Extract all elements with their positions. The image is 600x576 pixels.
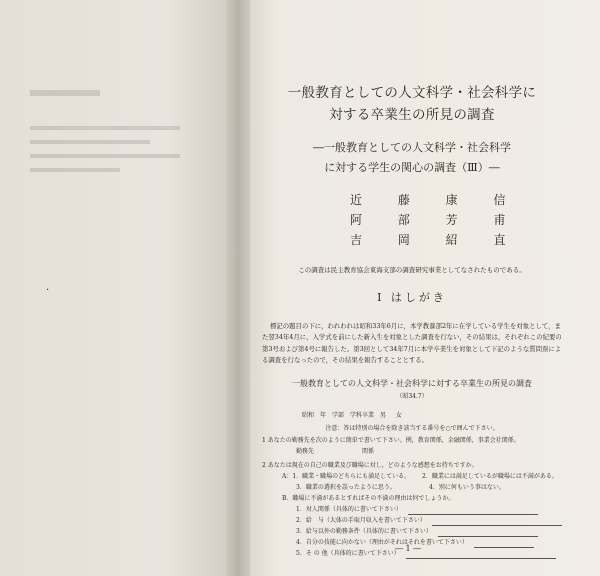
funding-note: この調査は民主教育協会東海支部の調査研究事業としてなされたものである。: [298, 266, 526, 274]
article-subtitle: [262, 138, 562, 178]
left-page: [0, 0, 238, 576]
book-gutter: [226, 0, 252, 576]
question-2: 2 あなたは現在の自己の職業及び職場に対し，どのような感想をお持ちですか。: [262, 462, 478, 470]
question-2-options-row-1: [262, 471, 562, 482]
survey-instruction: 注意：答は特別の場合を除き該当する番号を○で囲んで下さい。: [325, 425, 499, 433]
option: 3．職業の選択を誤ったように思う。: [296, 484, 396, 492]
intro-paragraph: 標記の題目の下に，われわれは昭和33年6月に，本学教養部2年に在学している学生を対象として，また翌34年4月に，入学式を前にした新入生を対象とした調査を行ない，その結果は，それぞれこの紀要の第3号および第4号に報告した。第3回として34年7月に本学卒業生を対象として下記のような質問票による調査を行なったので，その結果を報告することとする。: [262, 322, 562, 364]
section-heading: Ⅰ はしがき: [377, 291, 447, 304]
survey-title: 一般教育としての人文科学・社会科学に対する卒業生の所見の調査: [292, 379, 532, 389]
page-number: ― 1 ―: [395, 544, 422, 553]
question-3: B．職場に不満があるとすればその不満の理由は何でしょうか。: [282, 495, 455, 503]
respondent-fields: 昭和 年 学部 学科卒業 男 女: [302, 412, 402, 420]
survey-form: [262, 378, 562, 559]
author-name: 近 藤 康 信: [350, 193, 522, 207]
author-list: [350, 190, 562, 250]
option: 2．職業には満足しているが職場には不満がある。: [422, 473, 558, 481]
article: [262, 82, 562, 559]
author-name: 阿 部 芳 甫: [350, 213, 522, 227]
question-3-item: 4．自分の技能に向かない（理由がそれはそれを書いて下さい）: [262, 537, 562, 548]
subtitle-line-1: ―一般教育としての人文科学・社会科学: [313, 141, 511, 154]
question-3-item: 1．対人関係（具体的に書いて下さい）: [262, 504, 562, 515]
question-1-answer: 勤務先 関係: [296, 448, 375, 456]
option: A：1．職業・職場のどちらにも満足している。: [282, 473, 411, 481]
title-line-2: 対する卒業生の所見の調査: [329, 107, 495, 123]
question-1: 1 あなたの勤務先を次のように簡単で書いて下さい。例，教育関係，金融関係，事業会社関係。: [262, 437, 520, 445]
author-name: 吉 岡 紹 直: [350, 233, 522, 247]
stray-mark: .: [46, 282, 50, 293]
survey-date: （昭34.7）: [396, 393, 428, 401]
question-3-item: 5．そ の 他（具体的に書いて下さい）: [262, 548, 562, 559]
question-3-item: 3．給与以外の勤務条件（具体的に書いて下さい）: [262, 526, 562, 537]
question-3-item: 2．給 与（大体の手取月収入を書いて下さい）: [262, 515, 562, 526]
subtitle-line-2: に対する学生の関心の調査（Ⅲ）―: [324, 161, 500, 174]
title-line-1: 一般教育としての人文科学・社会科学に: [287, 85, 537, 101]
question-2-options-row-2: [262, 482, 562, 493]
article-title: [262, 82, 562, 126]
bleed-through-text: [30, 80, 180, 182]
option: 4．別に何もいう事はない。: [429, 484, 505, 492]
